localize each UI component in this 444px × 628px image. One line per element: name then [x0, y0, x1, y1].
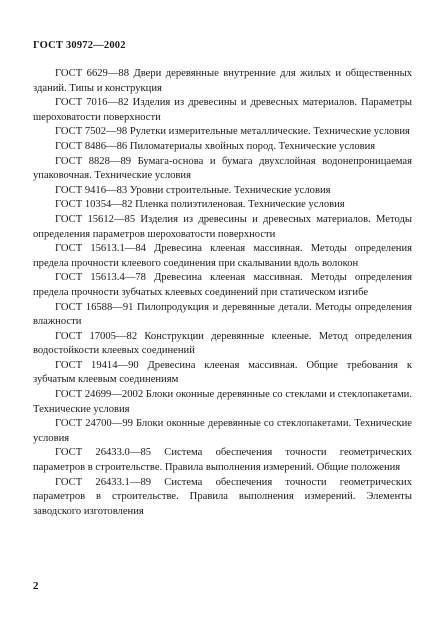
reference-item: ГОСТ 19414—90 Древесина клееная массивная. Общие требования к зубчатым клеевым соединениям — [33, 359, 412, 386]
reference-item: ГОСТ 26433.0—85 Система обеспечения точности геометрических параметров в строительстве. Правила выполнения измерений. Общие положения — [33, 447, 412, 474]
reference-item: ГОСТ 10354—82 Пленка полиэтиленовая. Технические условия — [55, 199, 345, 211]
reference-item: ГОСТ 8828—89 Бумага-основа и бумага двухслойная водонепроницаемая упаковочная. Технические условия — [33, 155, 412, 182]
reference-item: ГОСТ 26433.1—89 Система обеспечения точности геометрических параметров в строительстве. Правила выполнения измерений. Элементы заводского изготовления — [33, 476, 412, 517]
reference-item: ГОСТ 16588—91 Пилопродукция и деревянные детали. Методы определения влажности — [33, 301, 412, 328]
page-number: 2 — [33, 580, 39, 592]
reference-item: ГОСТ 15613.4—78 Древесина клееная массивная. Методы определения предела прочности зубчатых клеевых соединений при статическом изгибе — [33, 272, 412, 298]
page-header-standard-number: ГОСТ 30972—2002 — [33, 40, 126, 51]
reference-item: ГОСТ 24700—99 Блоки оконные деревянные со стеклопакетами. Технические условия — [33, 418, 412, 444]
reference-item: ГОСТ 7502—98 Рулетки измерительные металлические. Технические условия — [55, 126, 410, 138]
reference-item: ГОСТ 9416—83 Уровни строительные. Технические условия — [55, 184, 331, 196]
reference-item: ГОСТ 15612—85 Изделия из древесины и древесных материалов. Методы определения параметров шероховатости поверхности — [33, 213, 412, 240]
normative-references-list — [33, 67, 412, 519]
reference-item: ГОСТ 7016—82 Изделия из древесины и древесных материалов. Параметры шероховатости поверхности — [33, 97, 412, 123]
reference-item: ГОСТ 24699—2002 Блоки оконные деревянные со стеклами и стеклопакетами. Технические условия — [33, 389, 412, 415]
reference-item: ГОСТ 8486—86 Пиломатериалы хвойных пород. Технические условия — [55, 140, 376, 152]
reference-item: ГОСТ 15613.1—84 Древесина клееная массивная. Методы определения предела прочности клеевого соединения при скалывании вдоль волокон — [33, 243, 412, 269]
reference-item: ГОСТ 6629—88 Двери деревянные внутренние для жилых и общественных зданий. Типы и конструкция — [33, 68, 412, 94]
reference-item: ГОСТ 17005—82 Конструкции деревянные клееные. Метод определения водостойкости клеевых соединений — [33, 330, 412, 357]
